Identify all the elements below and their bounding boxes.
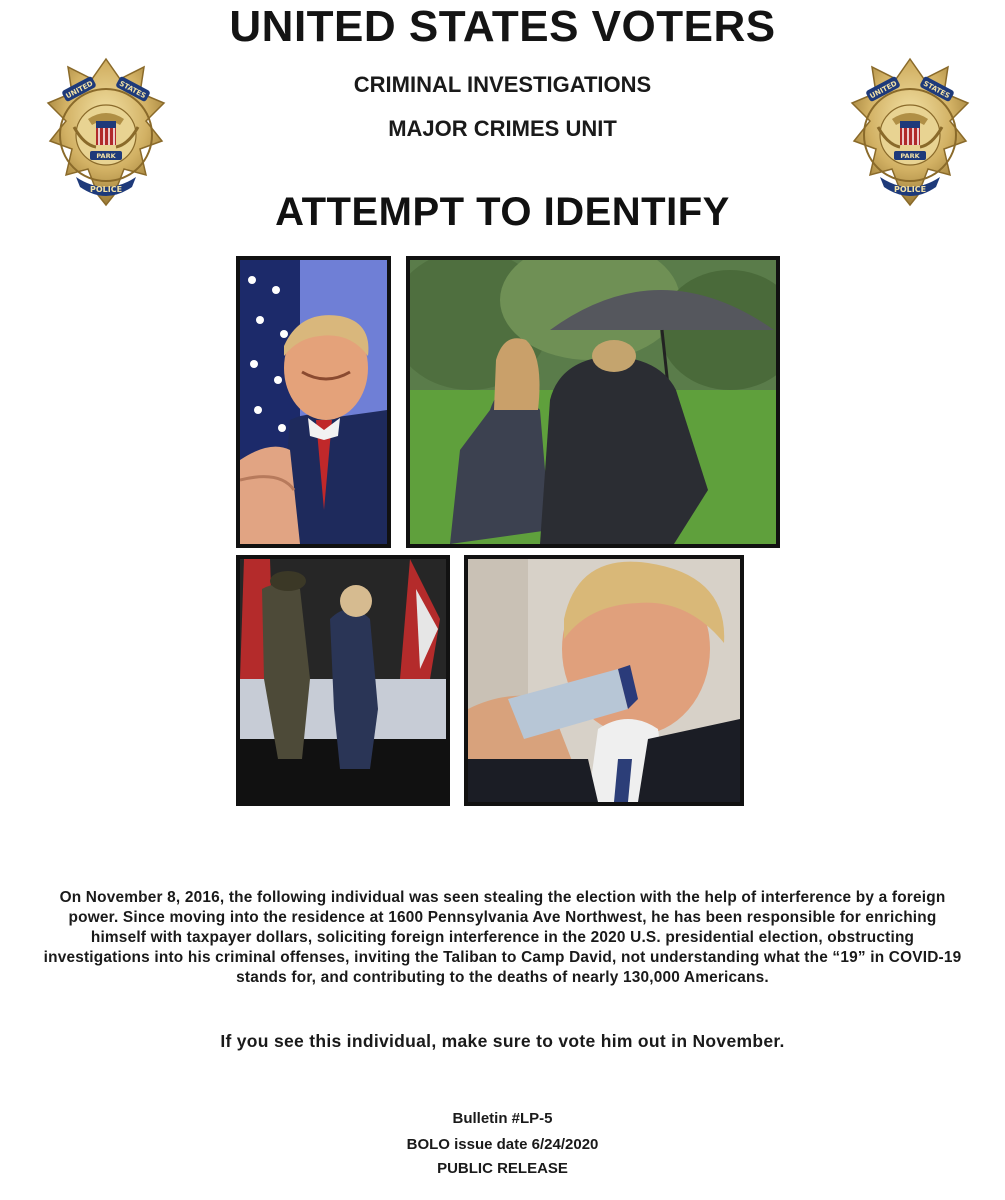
bolo-issue-date: BOLO issue date 6/24/2020 bbox=[406, 1136, 599, 1153]
description-paragraph: On November 8, 2016, the following individual was seen stealing the election with the help of interference by a foreign power. Since moving into the residence at 1600 Pennsylvania Ave Northwest, he has been responsible for enriching himself with taxpayer dollars, soliciting foreign interference in the 2020 U.S. presidential election, obstructing investigations into his criminal offenses, inviting the Taliban to Camp David, not understanding what the “19” in COVID-19 stands for, and contributing to the deaths of nearly 130,000 Americans. bbox=[43, 889, 962, 986]
photo-umbrella-lawn bbox=[406, 256, 780, 548]
subtitle-major-crimes-unit: MAJOR CRIMES UNIT bbox=[388, 116, 617, 141]
bulletin-number: Bulletin #LP-5 bbox=[452, 1110, 553, 1127]
park-police-badge-left bbox=[44, 55, 168, 210]
page-title: UNITED STATES VOTERS bbox=[229, 2, 776, 51]
headline-attempt-to-identify: ATTEMPT TO IDENTIFY bbox=[275, 190, 730, 234]
badge-icon bbox=[848, 55, 972, 210]
badge-text-police: POLICE bbox=[893, 185, 927, 194]
badge-text-united: UNITED bbox=[64, 79, 95, 101]
badge-text-park: PARK bbox=[900, 152, 920, 160]
badge-icon bbox=[44, 55, 168, 210]
call-to-action: If you see this individual, make sure to vote him out in November. bbox=[220, 1031, 785, 1051]
badge-text-states: STATES bbox=[117, 79, 148, 101]
public-release-label: PUBLIC RELEASE bbox=[437, 1160, 568, 1177]
park-police-badge-right bbox=[848, 55, 972, 210]
photo-drinking-water bbox=[464, 555, 744, 806]
badge-text-police: POLICE bbox=[89, 185, 123, 194]
photo-flag-portrait bbox=[236, 256, 391, 548]
badge-text-park: PARK bbox=[96, 152, 116, 160]
photo-ramp-stage bbox=[236, 555, 450, 806]
badge-text-states: STATES bbox=[921, 79, 952, 101]
badge-text-united: UNITED bbox=[868, 79, 899, 101]
subtitle-criminal-investigations: CRIMINAL INVESTIGATIONS bbox=[353, 72, 652, 97]
